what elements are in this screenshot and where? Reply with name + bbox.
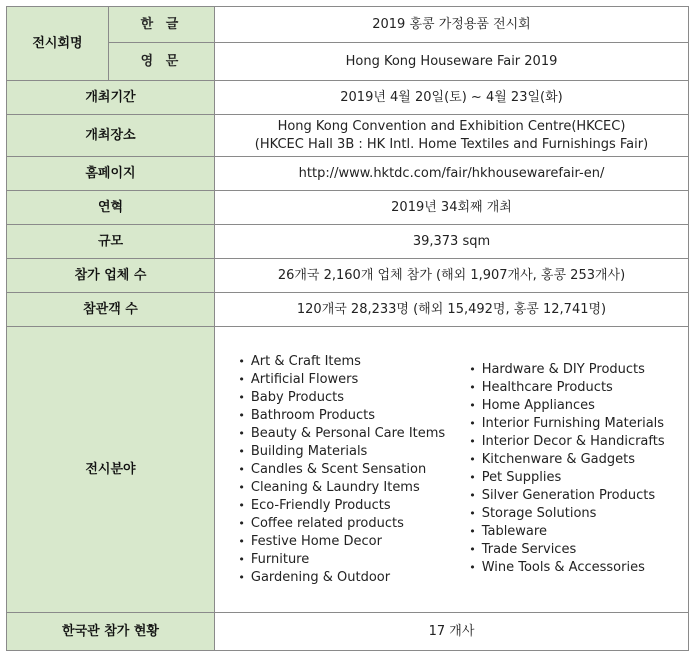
period-value: 2019년 4월 20일(토) ~ 4월 23일(화) [215, 81, 689, 115]
venue-label: 개최장소 [7, 115, 215, 157]
field-item: • Storage Solutions [469, 505, 664, 523]
row-venue [7, 115, 689, 157]
field-item: • Trade Services [469, 541, 664, 559]
field-item: • Furniture [238, 551, 445, 569]
row-korean-name [7, 7, 689, 43]
row-korea-pavilion [7, 613, 689, 651]
field-item: • Home Appliances [469, 397, 664, 415]
field-item: • Hardware & DIY Products [469, 361, 664, 379]
field-item: • Coffee related products [238, 515, 445, 533]
korean-label: 한 글 [109, 7, 215, 43]
exhibitors-value: 26개국 2,160개 업체 참가 (해외 1,907개사, 홍콩 253개사) [215, 259, 689, 293]
field-item: • Tableware [469, 523, 664, 541]
fields-list [219, 353, 684, 587]
exhibition-info-table [6, 6, 689, 651]
venue-value [215, 115, 689, 157]
field-item: • Eco-Friendly Products [238, 497, 445, 515]
field-item: • Festive Home Decor [238, 533, 445, 551]
history-label: 연혁 [7, 191, 215, 225]
visitors-value: 120개국 28,233명 (해외 15,492명, 홍콩 12,741명) [215, 293, 689, 327]
field-item: • Bathroom Products [238, 407, 445, 425]
field-item: • Building Materials [238, 443, 445, 461]
field-item: • Silver Generation Products [469, 487, 664, 505]
field-item: • Wine Tools & Accessories [469, 559, 664, 577]
field-item: • Interior Decor & Handicrafts [469, 433, 664, 451]
fields-column-1 [238, 353, 445, 587]
row-exhibitors [7, 259, 689, 293]
homepage-link[interactable]: http://www.hktdc.com/fair/hkhousewarefair-en/ [215, 157, 689, 191]
korea-pavilion-label: 한국관 참가 현황 [7, 613, 215, 651]
field-item: • Baby Products [238, 389, 445, 407]
fields-column-2 [469, 361, 664, 587]
field-item: • Pet Supplies [469, 469, 664, 487]
field-item: • Interior Furnishing Materials [469, 415, 664, 433]
field-item: • Gardening & Outdoor [238, 569, 445, 587]
field-item: • Cleaning & Laundry Items [238, 479, 445, 497]
row-history [7, 191, 689, 225]
venue-line-1: Hong Kong Convention and Exhibition Centre(HKCEC) [277, 118, 626, 134]
row-english-name [7, 43, 689, 81]
english-name: Hong Kong Houseware Fair 2019 [215, 43, 689, 81]
scale-value: 39,373 sqm [215, 225, 689, 259]
row-fields [7, 327, 689, 613]
english-label: 영 문 [109, 43, 215, 81]
exhibitors-label: 참가 업체 수 [7, 259, 215, 293]
venue-line-2: (HKCEC Hall 3B : HK Intl. Home Textiles and Furnishings Fair) [254, 136, 649, 152]
row-period [7, 81, 689, 115]
exhibition-name-label: 전시회명 [7, 7, 109, 81]
fields-value [215, 327, 689, 613]
field-item: • Kitchenware & Gadgets [469, 451, 664, 469]
period-label: 개최기간 [7, 81, 215, 115]
homepage-label: 홈페이지 [7, 157, 215, 191]
row-visitors [7, 293, 689, 327]
row-scale [7, 225, 689, 259]
row-homepage [7, 157, 689, 191]
visitors-label: 참관객 수 [7, 293, 215, 327]
field-item: • Artificial Flowers [238, 371, 445, 389]
korean-name: 2019 홍콩 가정용품 전시회 [215, 7, 689, 43]
korea-pavilion-value: 17 개사 [215, 613, 689, 651]
field-item: • Candles & Scent Sensation [238, 461, 445, 479]
field-item: • Beauty & Personal Care Items [238, 425, 445, 443]
field-item: • Art & Craft Items [238, 353, 445, 371]
history-value: 2019년 34회째 개최 [215, 191, 689, 225]
field-item: • Healthcare Products [469, 379, 664, 397]
scale-label: 규모 [7, 225, 215, 259]
fields-label: 전시분야 [7, 327, 215, 613]
